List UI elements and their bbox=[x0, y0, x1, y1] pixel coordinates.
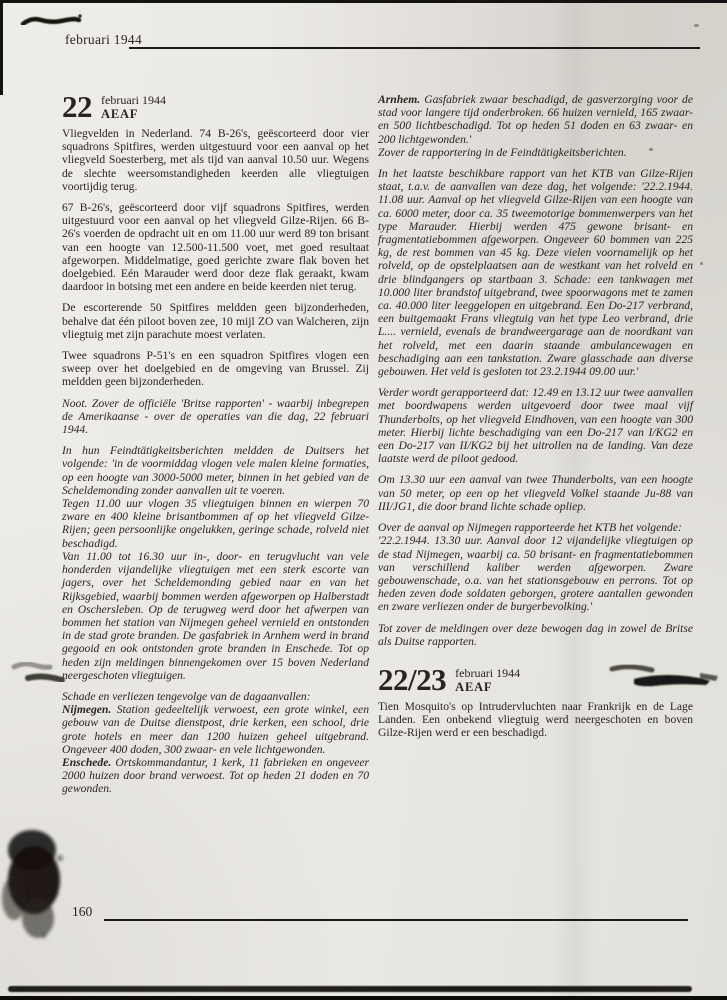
ink-smudge-right-middle bbox=[600, 655, 727, 695]
ink-scribble-top-left bbox=[20, 12, 90, 34]
nijmegen-label: Nijmegen. bbox=[62, 703, 112, 717]
page-number: 160 bbox=[72, 904, 93, 919]
damage-arnhem-block bbox=[378, 93, 693, 159]
entry-unit: AEAF bbox=[101, 107, 139, 121]
enschede-label: Enschede. bbox=[62, 755, 112, 769]
closing-paragraph: Tot zover de meldingen over deze bewogen dag in zowel de Britse als Duitse rapporten. bbox=[378, 621, 693, 648]
left-column bbox=[62, 89, 369, 804]
scan-edge-bottom-band bbox=[8, 986, 692, 992]
arnhem-text: Gasfabriek zwaar beschadigd, de gasverzorging voor de stad voor langere tijd onderbroken. 66 huizen vernield, 165 zwaar- en 500 lichtbeschadigd. Tot op heden 51 doden en 63 zwaar- en 200 lichtgewonden.' bbox=[378, 93, 693, 146]
paragraph-note: Noot. Zover de officiële 'Britse rapporten' - waarbij inbegrepen de Amerikaanse - over de operaties van die dag, 22 februari 1944. bbox=[62, 396, 369, 437]
running-header: februari 1944 bbox=[65, 32, 142, 47]
german-report-block bbox=[62, 444, 369, 682]
scan-speck bbox=[694, 24, 699, 27]
paragraph-sweep: Twee squadrons P-51's en een squadron Spitfires vlogen een sweep over het doelgebied en de omgeving van Brussel. Zij meldden geen bijzonderheden. bbox=[62, 349, 369, 389]
nijmegen-ktb-intro: Over de aanval op Nijmegen rapporteerde het KTB het volgende: bbox=[378, 521, 682, 535]
arnhem-label: Arnhem. bbox=[378, 93, 421, 106]
nijmegen-ktb-report: '22.2.1944. 13.30 uur. Aanval door 12 vijandelijke vliegtuigen op de stad Nijmegen, waarbij ca. 50 brisant- en fragmentatiebommen van verschillend kaliber werden afgeworpen. Zware gebouwenschade, o.a. van het stationsgebouw en perrons. Tot op heden zeven dode soldaten geborgen, grotere aantallen gewonden en zware verliezen onder de burgerbevolking.' bbox=[378, 534, 693, 614]
thunderbolts-eindhoven: Verder wordt gerapporteerd dat: 12.49 en 13.12 uur twee aanvallen met boordwapens werden uitgevoerd door twee maal vijf Thunderbolts, op het vliegveld Eindhoven, van een hoogte van 300 meter. Hierbij lichte beschadiging van een Do-217 van I/KG2 en een Do-217 van II/KG2 bij het uitrollen na de landing. Van deze laatste werd de piloot gedood. bbox=[378, 386, 693, 466]
entry-day: 22/23 bbox=[378, 661, 447, 697]
damage-intro: Schade en verliezen tengevolge van de dagaanvallen: bbox=[62, 689, 311, 703]
header-rule bbox=[129, 47, 700, 49]
damage-enschede bbox=[62, 756, 369, 796]
entry-subheading bbox=[101, 93, 166, 121]
ktb-gilze-rijen-report: In het laatste beschikbare rapport van het KTB van Gilze-Rijen staat, t.a.v. de aanvallen van deze dag, het volgende: '22.2.1944. 11.08 uur. Aanval op het vliegveld Gilze-Rijen van een hoogte van ca. 6000 meter, door ca. 35 tweemotorige bommenwerpers van het type Marauder. Hierbij werden 475 gewone brisant- en fragmentatiebommen afgeworpen. Ongeveer 60 bommen van 225 kg, de rest bommen van 45 kg. Deze vielen voornamelijk op het rolveld, op de opstelplaatsen aan de westkant van het rolveld en drie blindgangers op startbaan 3. Schade: een tankwagen met 10.000 liter brandstof uitgebrand, twee spoorwagons met te zamen ca. 40.000 liter leeggelopen en uitgebrand. Een Do-217 verbrand, een buitgemaakt Frans vliegtuig van het type Leo verbrand, drie L.... vernield, evenals de brandweergarage aan de noordkant van het rolveld, met een daarin staande ambulancewagen en beschadiging aan een tankstation. Zware glasschade aan diverse gebouwen. Het veld is gesloten tot 23.2.1944 09.00 uur.' bbox=[378, 167, 693, 379]
damage-arnhem bbox=[378, 93, 693, 146]
ink-blob-bottom-left bbox=[0, 818, 84, 948]
scan-edge-top bbox=[0, 0, 727, 3]
scan-edge-left bbox=[0, 0, 3, 95]
scan-speck bbox=[649, 148, 653, 151]
paragraph-soesterberg: Vliegvelden in Nederland. 74 B-26's, geëscorteerd door vier squadrons Spitfires, werden uitgestuurd voor een aanval op het vliegveld Soesterberg, met als tijd van aanval 10.50 uur. Wegens de slechte weersomstandigheden keerden alle vliegtuigen voortijdig terug. bbox=[62, 127, 369, 193]
ink-smudge-left-middle bbox=[10, 655, 74, 691]
entry-day: 22 bbox=[62, 89, 92, 124]
entry-unit: AEAF bbox=[455, 679, 493, 694]
entry-date: februari 1944 bbox=[101, 93, 166, 107]
damage-nijmegen bbox=[62, 703, 369, 756]
arnhem-closing: Zover de rapportering in de Feindtätigkeitsberichten. bbox=[378, 145, 627, 159]
entry-subheading bbox=[455, 666, 520, 694]
german-report-morning: In hun Feindtätigkeitsberichten meldden de Duitsers het volgende: 'in de voormiddag vlogen vele malen kleine formaties, op een hoogte van 3000-5000 meter, binnen in het gebied van de Scheldemonding zonder aanvallen uit te voeren. bbox=[62, 444, 369, 497]
right-column bbox=[378, 93, 693, 748]
nijmegen-ktb-block bbox=[378, 521, 693, 613]
paragraph-spitfires: De escorterende 50 Spitfires meldden geen bijzonderheden, behalve dat één piloot boven zee, 10 mijl ZO van Walcheren, zijn vliegtuig met zijn parachute moest verlaten. bbox=[62, 301, 369, 341]
scan-speck bbox=[700, 262, 703, 265]
thunderbolts-volkel: Om 13.30 uur een aanval van twee Thunderbolts, van een hoogte van 50 meter, op een op het vliegveld Volkel staande Ju-88 van III/JG1, die door brand lichte schade opliep. bbox=[378, 473, 693, 513]
damage-block bbox=[62, 690, 369, 796]
paragraph-gilze-rijen: 67 B-26's, geëscorteerd door vijf squadrons Spitfires, werden uitgestuurd voor een aanval op het vliegveld Gilze-Rijen. 66 B-26's voerden de opdracht uit en om 11.00 uur werd 89 ton brisant van een hoogte van 12.500-11.500 voet, met goed resultaat afgeworpen. Middelmatige, goed gerichte zware flak boven het doelgebied. Eén Marauder werd door deze flak geraakt, kwam daardoor in botsing met een andere en beide keerden niet terug. bbox=[62, 201, 369, 294]
entry-heading-22 bbox=[62, 89, 369, 124]
paragraph-mosquitos: Tien Mosquito's op Intrudervluchten naar Frankrijk en de Lage Landen. Een onbekend vliegtuig werd neergeschoten en boven Gilze-Rijen werd er een beschadigd. bbox=[378, 699, 693, 740]
nijmegen-text: Station gedeeltelijk verwoest, een grote winkel, een gebouw van de Duitse dienstpost, drie kerken, een school, drie grote hotels en meer dan 1200 huizen geheel uitgebrand. Ongeveer 400 doden, 300 zwaar- en vele lichtgewonden. bbox=[62, 703, 369, 756]
enschede-text: Ortskommandantur, 1 kerk, 11 fabrieken en ongeveer 2000 huizen door brand verwoest. Tot op heden 21 doden en 70 gewonden. bbox=[62, 755, 369, 796]
german-report-noon: Tegen 11.00 uur vlogen 35 vliegtuigen binnen en wierpen 70 zware en 400 kleine brisantbommen af op het vliegveld Gilze-Rijen; geen persoonlijke ongelukken, geringe schade, rolveld niet beschadigd. bbox=[62, 497, 369, 550]
entry-date: februari 1944 bbox=[455, 665, 521, 680]
footer-rule bbox=[104, 919, 688, 921]
scan-edge-bottom-line bbox=[0, 996, 727, 1000]
german-report-afternoon: Van 11.00 tot 16.30 uur in-, door- en terugvlucht van vele honderden vijandelijke vliegtuigen met een sterk escorte van jagers, over het Scheldemonding gebied naar en van het Rijksgebied, waarbij bommen werden afgeworpen op Halberstadt en Oschersleben. Op de terugweg werd door het afwerpen van bommen het station van Nijmegen geheel vernield en ontstonden in de stad grote branden. De gasfabriek in Arnhem werd in brand gegooid en ook ontstonden grote branden in Enschede. Tot op heden zijn meldingen binnengekomen over 15 boven Nederland neergeschoten vliegtuigen. bbox=[62, 549, 369, 682]
